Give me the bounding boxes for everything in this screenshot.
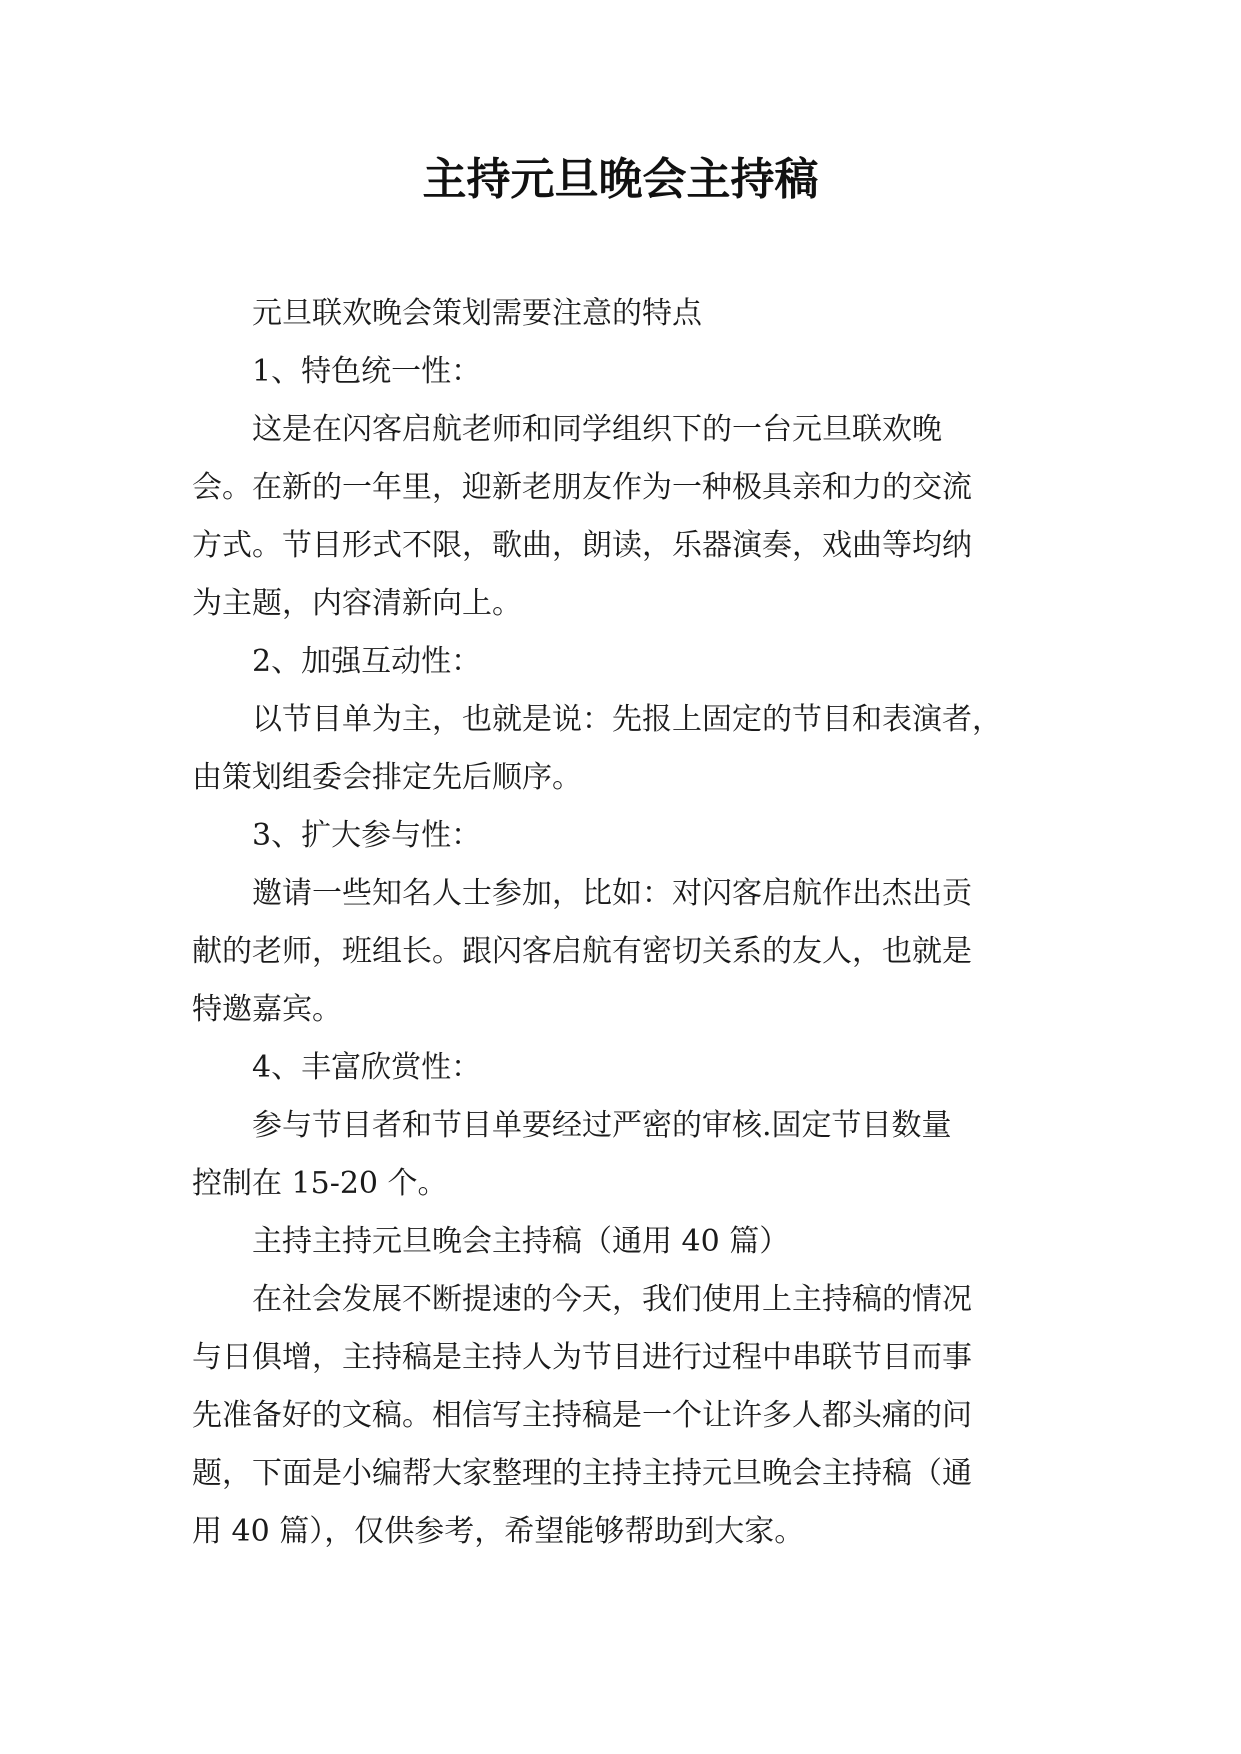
text-line: 参与节目者和节目单要经过严密的审核.固定节目数量 [252,1108,952,1143]
paragraph [192,1271,1064,1561]
text-line: 用 40 篇），仅供参考，希望能够帮助到大家。 [192,1514,805,1549]
text-line: 特邀嘉宾。 [192,992,342,1027]
text-line: 会。在新的一年里，迎新老朋友作为一种极具亲和力的交流 [192,470,972,505]
text-line: 元旦联欢晚会策划需要注意的特点 [252,296,702,331]
paragraph [192,1213,1064,1271]
paragraph [192,401,1064,633]
paragraph [192,343,1064,401]
paragraph [192,807,1064,865]
text-line: 由策划组委会排定先后顺序。 [192,760,582,795]
text-line: 以节目单为主，也就是说：先报上固定的节目和表演者， [252,702,1002,737]
paragraph [192,285,1064,343]
paragraph [192,1097,1064,1213]
text-line: 与日俱增，主持稿是主持人为节目进行过程中串联节目而事 [192,1340,972,1375]
text-line: 为主题，内容清新向上。 [192,586,522,621]
text-line: 题，下面是小编帮大家整理的主持主持元旦晚会主持稿（通 [192,1456,972,1491]
paragraph [192,633,1064,691]
paragraph [192,691,1064,807]
text-line: 这是在闪客启航老师和同学组织下的一台元旦联欢晚 [252,412,942,447]
document-title: 主持元旦晚会主持稿 [422,154,819,205]
text-line: 4、丰富欣赏性： [252,1050,482,1085]
text-line: 3、扩大参与性： [252,818,482,853]
text-line: 主持主持元旦晚会主持稿（通用 40 篇） [252,1224,790,1259]
text-line: 方式。节目形式不限，歌曲，朗读，乐器演奏，戏曲等均纳 [192,528,972,563]
text-line: 在社会发展不断提速的今天，我们使用上主持稿的情况 [252,1282,972,1317]
text-line: 邀请一些知名人士参加，比如：对闪客启航作出杰出贡 [252,876,972,911]
text-line: 控制在 15-20 个。 [192,1166,448,1201]
text-line: 1、特色统一性： [252,354,482,389]
paragraph [192,865,1064,1039]
text-line: 2、加强互动性： [252,644,482,679]
text-line: 献的老师，班组长。跟闪客启航有密切关系的友人，也就是 [192,934,972,969]
text-line: 先准备好的文稿。相信写主持稿是一个让许多人都头痛的问 [192,1398,972,1433]
document-body [192,285,1064,1561]
paragraph [192,1039,1064,1097]
